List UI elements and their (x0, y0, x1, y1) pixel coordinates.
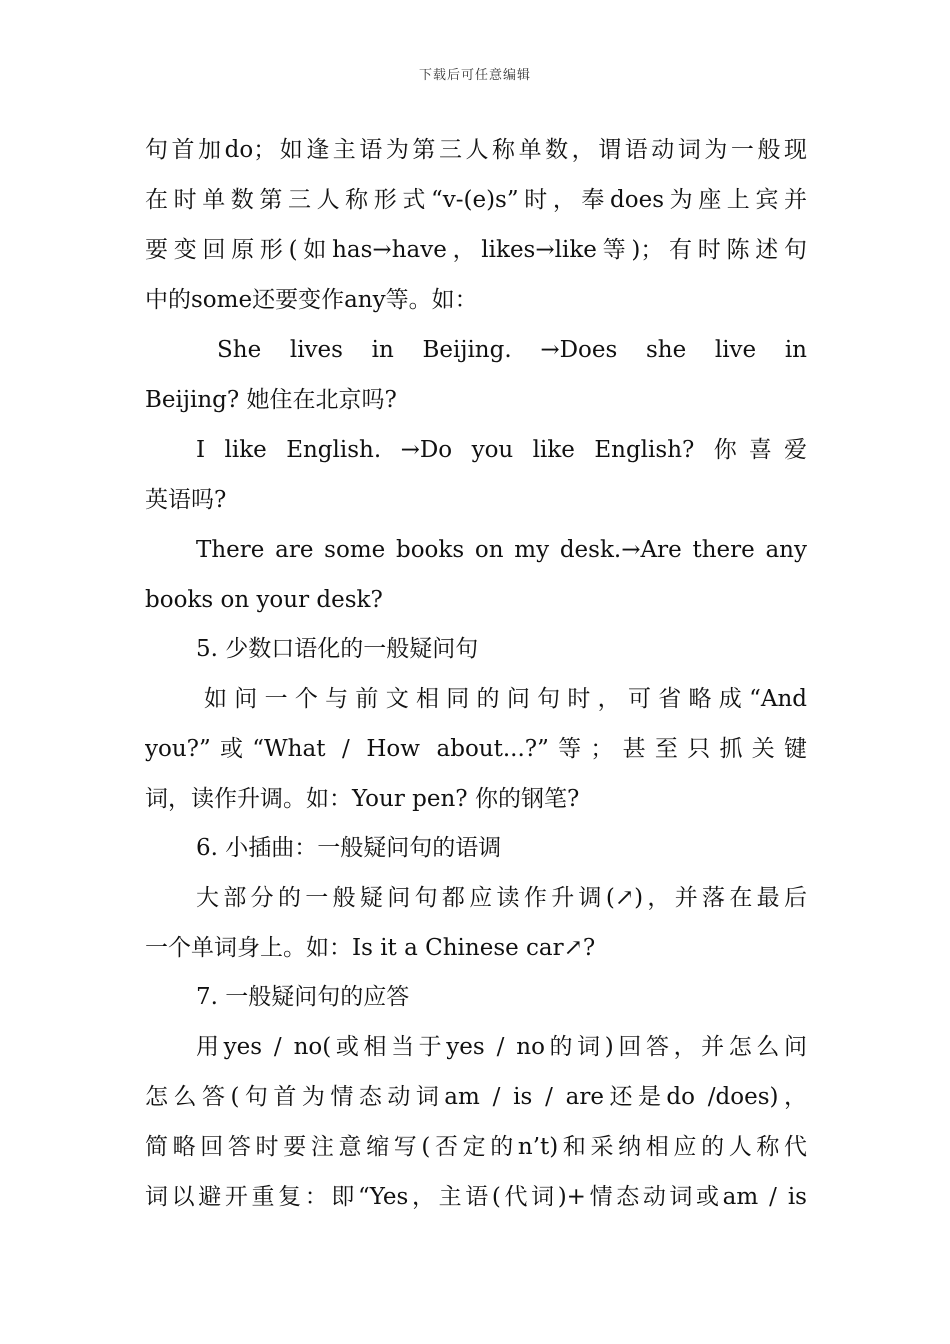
page-header: 下载后可任意编辑 (418, 68, 531, 83)
text-line: 如问一个与前文相同的问句时，可省略成“And (204, 686, 807, 712)
example-line: Beijing? 她住在北京吗? (145, 387, 397, 413)
section-heading: 6. 小插曲：一般疑问句的语调 (196, 835, 502, 861)
text-line: you?”或“What / How about...?”等；甚至只抓关键 (145, 736, 807, 762)
example-line: I like English. →Do you like English? 你喜爱 (196, 437, 807, 463)
example-line: There are some books on my desk.→Are there any (196, 537, 807, 563)
text-line: 在时单数第三人称形式“v-(e)s”时，奉does为座上宾并 (145, 187, 807, 213)
text-line: 一个单词身上。如：Is it a Chinese car↗? (145, 935, 596, 961)
text-line: 简略回答时要注意缩写(否定的n’t)和采纳相应的人称代 (145, 1134, 807, 1160)
text-line: 大部分的一般疑问句都应读作升调(↗)，并落在最后 (196, 885, 807, 911)
section-heading: 5. 少数口语化的一般疑问句 (196, 636, 479, 662)
text-line: 用yes / no(或相当于yes / no的词)回答，并怎么问 (196, 1034, 807, 1060)
text-line: 词，读作升调。如：Your pen? 你的钢笔? (145, 786, 580, 812)
text-line: 词以避开重复：即“Yes，主语(代词)+情态动词或am / is (145, 1184, 807, 1210)
text-line: 句首加do；如逢主语为第三人称单数，谓语动词为一般现 (145, 137, 807, 163)
example-line: She lives in Beijing. →Does she live in (217, 337, 807, 363)
example-line: 英语吗? (145, 487, 227, 513)
example-line: books on your desk? (145, 587, 383, 613)
section-heading: 7. 一般疑问句的应答 (196, 984, 410, 1010)
text-line: 怎么答(句首为情态动词am / is / are还是do /does)， (145, 1084, 807, 1110)
text-line: 中的some还要变作any等。如： (145, 287, 478, 313)
text-line: 要变回原形(如has→have，likes→like等)；有时陈述句 (145, 237, 807, 263)
